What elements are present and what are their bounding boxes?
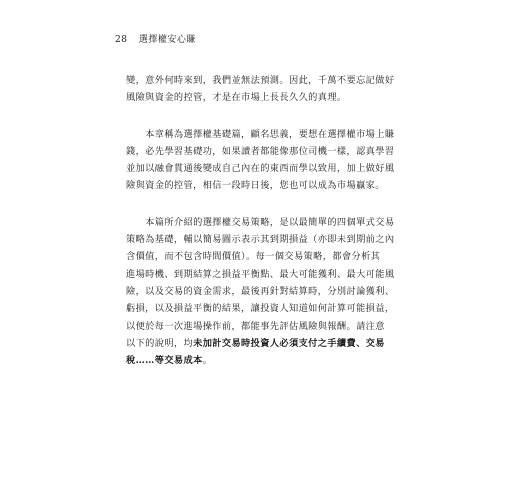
book-title: 選擇權安心賺 (138, 35, 196, 45)
text-segment: 險與資金的控管，相信一段時日後，您也可以成為市場贏家。 (126, 180, 385, 192)
text-segment: 變，意外何時來到，我們並無法預測。因此，千萬不要忘記做好 (126, 75, 395, 86)
paragraph (126, 126, 398, 195)
text-line (126, 231, 398, 248)
text-segment: 並加以融會貫通後變成自己內在的東西而學以致用，加上做好風 (126, 163, 395, 175)
text-segment: 含價值，而不包含時間價值）。每一個交易策略，都會分析其 (126, 251, 381, 263)
text-segment: 以下的說明，均 (126, 337, 194, 349)
text-line (126, 126, 398, 143)
paragraph (126, 214, 398, 370)
text-line (126, 283, 398, 300)
paragraph-gap (126, 107, 398, 126)
text-line (126, 160, 398, 177)
text-line (126, 143, 398, 160)
text-segment: 本篇所介紹的選擇權交易策略，是以最簡單的四個單式交易 (126, 216, 395, 228)
text-segment: 。 (202, 355, 213, 367)
text-line (126, 352, 398, 369)
text-line (126, 72, 398, 89)
text-line (126, 318, 398, 335)
text-line (126, 177, 398, 194)
paragraph (126, 72, 398, 107)
text-line (126, 335, 398, 352)
text-segment: 風險與資金的控管，才是在市場上長長久久的真理。 (126, 92, 347, 104)
text-segment: 進場時機、到期結算之損益平衡點、最大可能獲利、最大可能風 (126, 268, 395, 280)
text-segment: 本章稱為選擇權基礎篇，顧名思義，要想在選擇權市場上賺 (126, 128, 395, 140)
page-number: 28 (115, 35, 128, 45)
text-segment: 錢，必先學習基礎功，如果讀者都能像那位司機一樣，認真學習 (126, 145, 395, 157)
text-line (126, 214, 398, 231)
text-segment: 險，以及交易的資金需求，最後再針對結算時，分別討論獲利、 (126, 285, 395, 297)
text-segment: 策略為基礎，輔以簡易圖示表示其到期損益（亦即未到期前之內 (126, 234, 395, 246)
bold-text-segment: 未加計交易時投資人必須支付之手續費、交易 (193, 337, 385, 349)
text-line (126, 266, 398, 283)
text-segment: 以便於每一次進場操作前，都能事先評估風險與報酬。請注意 (126, 320, 385, 332)
bold-text-segment: 稅……等交易成本 (126, 355, 203, 367)
text-line (126, 300, 398, 317)
running-header (115, 32, 196, 45)
text-line (126, 248, 398, 265)
text-segment: 虧損，以及損益平衡的結果，讓投資人知道如何計算可能損益， (126, 303, 395, 315)
text-line (126, 89, 398, 106)
body-text (126, 72, 398, 369)
paragraph-gap (126, 195, 398, 214)
